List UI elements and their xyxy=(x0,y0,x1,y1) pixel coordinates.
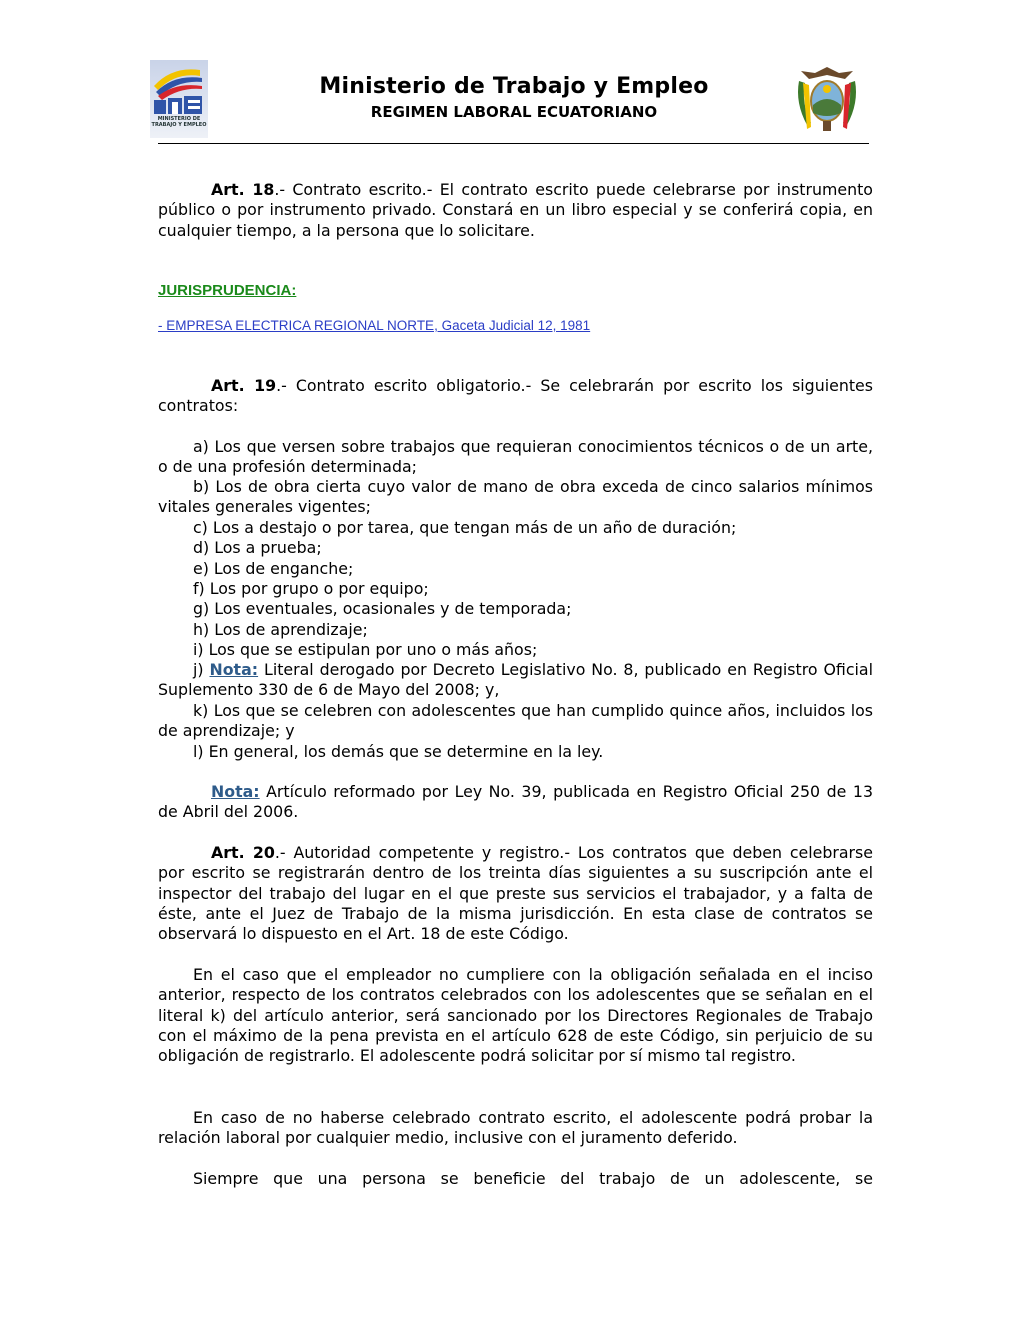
art-19-nota-text: Artículo reformado por Ley No. 39, publicada en Registro Oficial 250 de 13 de Abril del 2006. xyxy=(158,782,873,822)
art-19-item-e: e) Los de enganche; xyxy=(193,559,354,578)
art-19-text: .- Contrato escrito obligatorio.- Se celebrarán por escrito los siguientes contratos: xyxy=(158,376,873,416)
art-19-item-i: i) Los que se estipulan por uno o más años; xyxy=(193,640,538,659)
art-19-item-l: l) En general, los demás que se determine en la ley. xyxy=(193,742,604,761)
ecuador-coat-of-arms-icon xyxy=(793,63,861,138)
art-19-nota-paragraph xyxy=(158,782,873,823)
art-19-item-d: d) Los a prueba; xyxy=(193,538,322,557)
art-20-paragraph-2: En el caso que el empleador no cumpliere con la obligación señalada en el inciso anterior, respecto de los contratos celebrados con los adolescentes que se señalan en el literal k) del artículo anterior, será sancionado por los Directores Regionales de Trabajo con el máximo de la pena prevista en el artículo 628 de este Código, sin perjuicio de su obligación de registrarlo. El adolescente podrá solicitar por sí mismo tal registro. xyxy=(158,965,873,1066)
art-19-item-h: h) Los de aprendizaje; xyxy=(193,620,368,639)
jurisprudencia-link[interactable]: - EMPRESA ELECTRICA REGIONAL NORTE, Gaceta Judicial 12, 1981 xyxy=(158,318,591,333)
art-18-paragraph xyxy=(158,180,873,241)
art-19-item-a: a) Los que versen sobre trabajos que requieran conocimientos técnicos o de un arte, o de una profesión determinada; xyxy=(158,437,873,477)
art-20-label: Art. 20 xyxy=(211,843,275,862)
mte-logo-text: MINISTERIO DE TRABAJO Y EMPLEO xyxy=(151,116,207,128)
art-19-item-k: k) Los que se celebren con adolescentes que han cumplido quince años, incluidos los de aprendizaje; y xyxy=(158,701,873,741)
mte-logo-icon xyxy=(150,60,208,138)
header-divider xyxy=(158,143,869,144)
jurisprudencia-heading: JURISPRUDENCIA: xyxy=(158,282,297,299)
nota-link-art19[interactable]: Nota: xyxy=(211,782,260,801)
art-19-label: Art. 19 xyxy=(211,376,277,395)
art-19-item-f: f) Los por grupo o por equipo; xyxy=(193,579,429,598)
art-19-item-g: g) Los eventuales, ocasionales y de temporada; xyxy=(193,599,572,618)
art-18-label: Art. 18 xyxy=(211,180,275,199)
art-18-text: .- Contrato escrito.- El contrato escrito puede celebrarse por instrumento público o por instrumento privado. Constará en un libro especial y se conferirá copia, en cualquier tiempo, a la persona que lo solicitare. xyxy=(158,180,873,240)
art-20-paragraph xyxy=(158,843,873,944)
art-19-item-c: c) Los a destajo o por tarea, que tengan más de un año de duración; xyxy=(193,518,737,537)
art-19-paragraph xyxy=(158,376,873,417)
art-19-item-j xyxy=(158,660,873,701)
header-title: Ministerio de Trabajo y Empleo xyxy=(319,74,709,99)
art-19-item-j-text: Literal derogado por Decreto Legislativo No. 8, publicado en Registro Oficial Suplemento 330 de 6 de Mayo del 2008; y, xyxy=(158,660,873,700)
art-20-paragraph-3: En caso de no haberse celebrado contrato escrito, el adolescente podrá probar la relación laboral por cualquier medio, inclusive con el juramento deferido. xyxy=(158,1108,873,1148)
header-subtitle: REGIMEN LABORAL ECUATORIANO xyxy=(370,103,658,121)
art-19-item-j-prefix: j) xyxy=(193,660,210,679)
art-20-paragraph-4: Siempre que una persona se beneficie del trabajo de un adolescente, se xyxy=(193,1169,873,1188)
art-20-text: .- Autoridad competente y registro.- Los contratos que deben celebrarse por escrito se registrarán dentro de los treinta días siguientes a su suscripción ante el inspector del trabajo del lugar en el que preste sus servicios el trabajador, y a falta de éste, ante el Juez de Trabajo de la misma jurisdicción. En esta clase de contratos se observará lo dispuesto en el Art. 18 de este Código. xyxy=(158,843,873,944)
nota-link-j[interactable]: Nota: xyxy=(209,660,259,679)
art-19-item-b: b) Los de obra cierta cuyo valor de mano de obra exceda de cinco salarios mínimos vitales generales vigentes; xyxy=(158,477,873,517)
